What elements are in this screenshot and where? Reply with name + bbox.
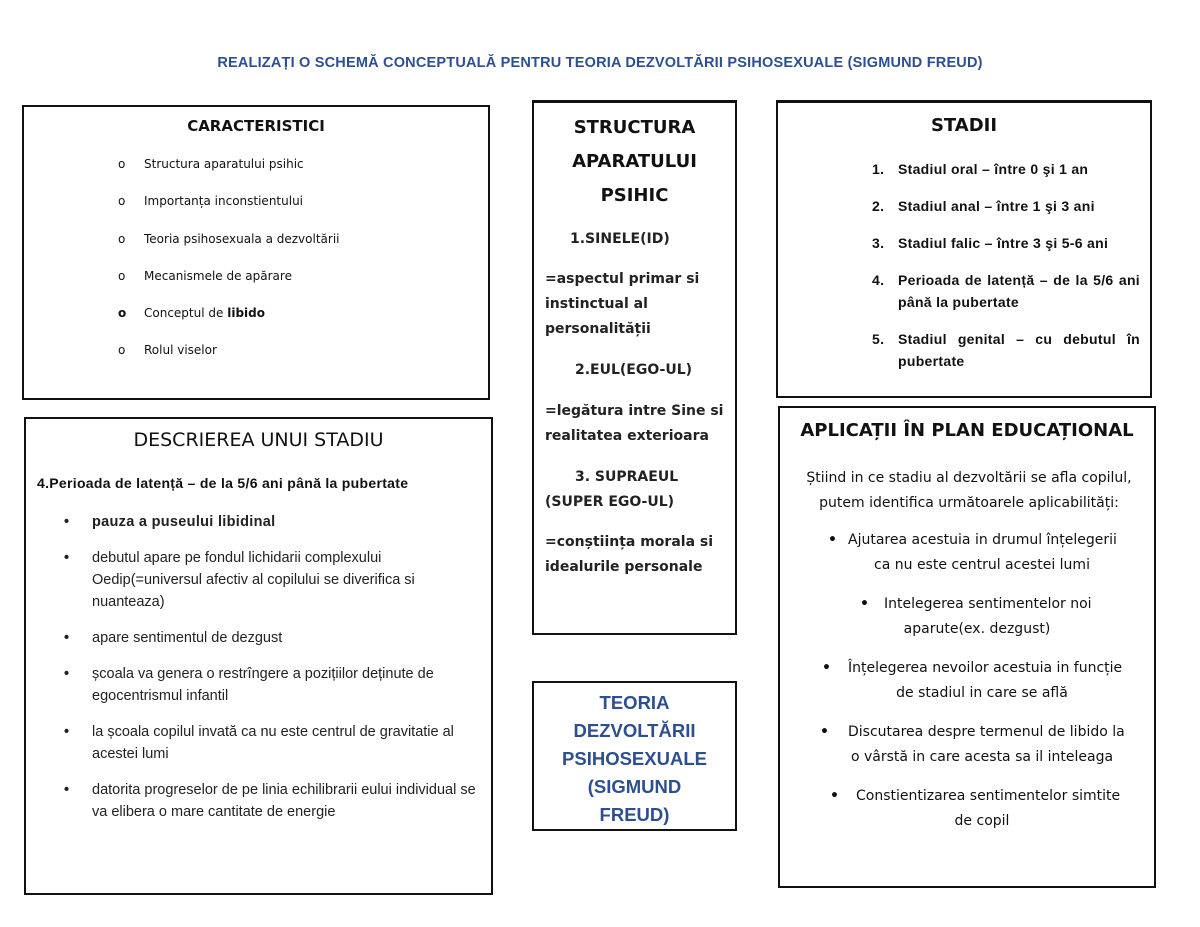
- stadii-box: [776, 100, 1152, 398]
- list-item: • Constientizarea sentimentelor simtite de copil: [780, 784, 1154, 834]
- teoria-central-box: [532, 681, 737, 831]
- list-item: • Ajutarea acestuia in drumul înțelegerii ca nu este centrul acestei lumi: [780, 528, 1154, 578]
- aplicatii-box: [778, 406, 1156, 888]
- circle-bullet-icon: o: [118, 157, 126, 171]
- descriere-list: [64, 511, 484, 837]
- eul-description: =legătura intre Sine si realitatea exterioara: [545, 403, 724, 444]
- bullet-icon: •: [822, 660, 831, 676]
- circle-bullet-icon: o: [118, 194, 126, 209]
- stadii-heading: STADII: [930, 115, 998, 136]
- caracteristici-list: [118, 157, 340, 381]
- page-title: REALIZAȚI O SCHEMĂ CONCEPTUALĂ PENTRU TEORIA DEZVOLTĂRII PSIHOSEXUALE (SIGMUND FREUD): [217, 55, 983, 71]
- descriere-heading: DESCRIEREA UNUI STADIU: [133, 429, 384, 451]
- list-item: 5. Stadiul genital – cu debutul în pubertate: [872, 331, 1140, 369]
- descriere-subtitle: 4.Perioada de latență – de la 5/6 ani până la pubertate: [37, 475, 409, 491]
- list-item: • școala va genera o restrîngere a pozițiilor deținute de egocentrismul infantil: [64, 663, 484, 707]
- list-item: o Importanța inconstientului: [118, 194, 304, 209]
- aplicatii-intro: Știind in ce stadiu al dezvoltării se afla copilul, putem identifica următoarele aplicabilități:: [806, 470, 1132, 511]
- bullet-icon: •: [820, 724, 829, 740]
- bullet-icon: •: [64, 514, 70, 530]
- circle-bullet-icon: o: [118, 343, 126, 358]
- list-item: • Intelegerea sentimentelor noi aparute(ex. dezgust): [780, 592, 1154, 642]
- list-item: 2. Stadiul anal – între 1 şi 3 ani: [872, 198, 1095, 214]
- structura-heading: STRUCTURA APARATULUI PSIHIC: [572, 117, 697, 206]
- teoria-title: TEORIA DEZVOLTĂRII PSIHOSEXUALE (SIGMUND FREUD): [562, 692, 707, 825]
- bullet-icon: •: [64, 630, 70, 646]
- sinele-title: 1.SINELE(ID): [570, 231, 670, 247]
- supraeul-description: =conștiința morala si idealurile personale: [545, 534, 714, 575]
- descriere-box: [24, 417, 493, 895]
- list-item: • Discutarea despre termenul de libido la o vârstă in care acesta sa il inteleaga: [780, 720, 1154, 770]
- list-item: • apare sentimentul de dezgust: [64, 627, 484, 649]
- list-item: • pauza a puseului libidinal: [64, 511, 484, 533]
- circle-bullet-icon: o: [118, 231, 126, 246]
- list-item: o Teoria psihosexuala a dezvoltării: [118, 231, 340, 246]
- supraeul-title: 3. SUPRAEUL (SUPER EGO-UL): [545, 469, 679, 510]
- aplicatii-heading: APLICAȚII ÎN PLAN EDUCAȚIONAL: [800, 420, 1134, 441]
- list-item: • la școala copilul invată ca nu este centrul de gravitatie al acestei lumi: [64, 721, 484, 765]
- list-item: o Conceptul de libido: [118, 306, 265, 321]
- aplicatii-list: [780, 528, 1154, 848]
- list-item: 4. Perioada de latență – de la 5/6 ani până la pubertate: [872, 272, 1140, 310]
- caracteristici-box: [22, 105, 490, 400]
- libido-term: libido: [227, 306, 265, 321]
- sinele-description: =aspectul primar si instinctual al personalității: [545, 271, 700, 337]
- list-item: • Înțelegerea nevoilor acestuia in funcție de stadiul in care se află: [780, 656, 1154, 706]
- bullet-icon: •: [64, 550, 70, 566]
- bullet-icon: •: [64, 782, 70, 798]
- eul-title: 2.EUL(EGO-UL): [575, 362, 693, 378]
- bullet-icon: •: [64, 724, 70, 740]
- list-item: • datorita progreselor de pe linia echilibrarii eului individual se va elibera o mare cantitate de energie: [64, 779, 484, 823]
- circle-bullet-icon: o: [118, 306, 127, 321]
- list-item: 3. Stadiul falic – între 3 şi 5-6 ani: [872, 235, 1109, 251]
- list-item: • debutul apare pe fondul lichidarii complexului Oedip(=universul afectiv al copilului se diverifica si nuanteaza): [64, 547, 484, 613]
- stadii-list: [872, 158, 1140, 387]
- list-item: o Mecanismele de apărare: [118, 268, 292, 283]
- structura-box: [532, 100, 737, 635]
- circle-bullet-icon: o: [118, 268, 126, 283]
- bullet-icon: •: [828, 532, 837, 548]
- caracteristici-heading: CARACTERISTICI: [187, 117, 325, 135]
- bullet-icon: •: [830, 788, 839, 804]
- bullet-icon: •: [64, 666, 70, 682]
- list-item: o Structura aparatului psihic: [118, 157, 304, 171]
- list-item: o Rolul viselor: [118, 343, 217, 358]
- list-item: 1. Stadiul oral – între 0 şi 1 an: [872, 161, 1089, 177]
- bullet-icon: •: [860, 596, 869, 612]
